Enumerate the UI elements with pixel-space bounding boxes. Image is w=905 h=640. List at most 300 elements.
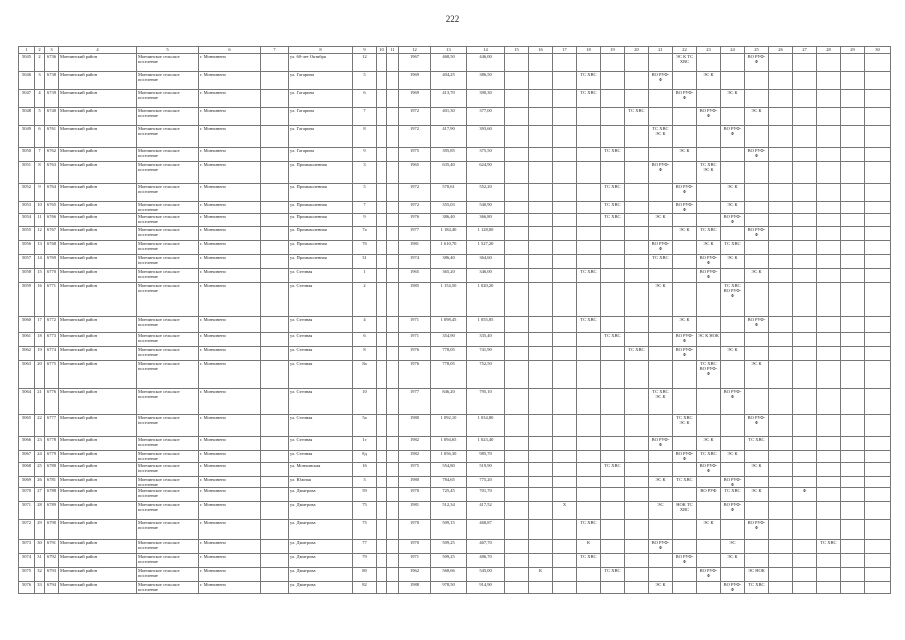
- table-cell: ТС ХВС: [817, 540, 841, 554]
- table-cell: 446,00: [467, 54, 505, 72]
- table-cell: Мончинское сельское поселение: [137, 389, 199, 415]
- table-cell: 5047: [19, 90, 35, 108]
- table-row: [19, 184, 891, 202]
- table-cell: г. Мончинено: [199, 502, 261, 520]
- table-cell: [529, 347, 553, 361]
- table-cell: ул. Степная: [289, 317, 353, 333]
- table-cell: [673, 389, 697, 415]
- table-cell: [529, 451, 553, 463]
- table-cell: 1 056,30: [431, 451, 467, 463]
- table-cell: [793, 72, 817, 90]
- table-cell: [697, 148, 721, 162]
- table-cell: [625, 540, 649, 554]
- table-cell: [505, 269, 529, 283]
- table-cell: ВО РУФ-Ф: [745, 317, 769, 333]
- table-cell: [377, 333, 387, 347]
- table-cell: [841, 126, 865, 148]
- table-cell: ВО РУФ-Ф: [673, 333, 697, 347]
- table-cell: [649, 463, 673, 477]
- table-cell: [817, 451, 841, 463]
- table-cell: [387, 126, 399, 148]
- table-cell: [505, 255, 529, 269]
- table-cell: [673, 108, 697, 126]
- table-cell: [793, 108, 817, 126]
- table-cell: [577, 126, 601, 148]
- table-cell: [793, 437, 817, 451]
- table-cell: [649, 269, 673, 283]
- table-cell: 8а: [353, 361, 377, 389]
- table-cell: [387, 317, 399, 333]
- table-cell: [769, 72, 793, 90]
- table-cell: [865, 463, 891, 477]
- table-cell: 6789: [45, 502, 59, 520]
- table-cell: [577, 108, 601, 126]
- table-row: [19, 488, 891, 502]
- table-cell: [505, 477, 529, 488]
- table-cell: [793, 347, 817, 361]
- table-cell: [261, 333, 289, 347]
- table-cell: Мончинский район: [59, 108, 137, 126]
- table-cell: [529, 202, 553, 214]
- table-cell: [865, 184, 891, 202]
- table-cell: [697, 554, 721, 568]
- table-cell: г. Мончинено: [199, 72, 261, 90]
- table-cell: Мончинское сельское поселение: [137, 554, 199, 568]
- table-cell: [625, 162, 649, 184]
- table-cell: [649, 554, 673, 568]
- table-cell: [817, 389, 841, 415]
- table-cell: [865, 540, 891, 554]
- table-cell: [577, 162, 601, 184]
- table-cell: [745, 347, 769, 361]
- table-cell: ВО РУФ-Ф: [697, 269, 721, 283]
- column-header: 26: [769, 47, 793, 54]
- table-cell: ЭС К: [649, 214, 673, 227]
- table-cell: 355,03: [431, 202, 467, 214]
- table-cell: [625, 90, 649, 108]
- table-cell: [505, 241, 529, 255]
- table-cell: [387, 437, 399, 451]
- table-cell: [505, 184, 529, 202]
- table-cell: [769, 214, 793, 227]
- table-row: [19, 90, 891, 108]
- table-cell: [601, 227, 625, 241]
- table-cell: ул. Дмитрова: [289, 582, 353, 594]
- table-cell: 5059: [19, 283, 35, 317]
- column-header: 1: [19, 47, 35, 54]
- table-cell: 5068: [19, 463, 35, 477]
- table-cell: 5: [35, 108, 45, 126]
- table-cell: [865, 361, 891, 389]
- table-cell: ВО РУФ-Ф: [649, 162, 673, 184]
- table-cell: [505, 502, 529, 520]
- table-cell: ТС ХВС ЭС К: [697, 162, 721, 184]
- table-cell: [529, 488, 553, 502]
- table-cell: [601, 415, 625, 437]
- table-cell: ЭС К НОК: [697, 333, 721, 347]
- table-cell: Мончинское сельское поселение: [137, 317, 199, 333]
- table-cell: [721, 568, 745, 582]
- table-cell: Мончинское сельское поселение: [137, 162, 199, 184]
- table-cell: г. Мончинено: [199, 333, 261, 347]
- table-cell: 5049: [19, 126, 35, 148]
- table-cell: 795,10: [467, 389, 505, 415]
- table-cell: [649, 148, 673, 162]
- table-cell: 6791: [45, 540, 59, 554]
- table-cell: [553, 333, 577, 347]
- table-cell: [529, 520, 553, 540]
- table-cell: [817, 463, 841, 477]
- table-cell: ЭС К: [721, 184, 745, 202]
- table-cell: 1981: [399, 241, 431, 255]
- table-row: [19, 283, 891, 317]
- table-cell: 509,15: [431, 520, 467, 540]
- table-cell: [649, 317, 673, 333]
- table-cell: [553, 463, 577, 477]
- table-cell: 3: [35, 72, 45, 90]
- table-cell: [505, 126, 529, 148]
- table-cell: ВО РУФ-Ф: [697, 108, 721, 126]
- table-cell: Мончинское сельское поселение: [137, 477, 199, 488]
- table-row: [19, 540, 891, 554]
- table-cell: [387, 477, 399, 488]
- table-cell: 5046: [19, 72, 35, 90]
- table-row: [19, 554, 891, 568]
- table-cell: [387, 241, 399, 255]
- table-cell: [553, 269, 577, 283]
- table-cell: 1967: [399, 54, 431, 72]
- table-cell: [387, 488, 399, 502]
- table-cell: Мончинский район: [59, 502, 137, 520]
- table-cell: [769, 202, 793, 214]
- column-header: 17: [553, 47, 577, 54]
- table-cell: Мончинский район: [59, 148, 137, 162]
- table-cell: [841, 214, 865, 227]
- table-cell: 554,80: [431, 463, 467, 477]
- table-cell: [553, 184, 577, 202]
- column-header: 24: [721, 47, 745, 54]
- table-cell: [865, 72, 891, 90]
- table-cell: [601, 72, 625, 90]
- table-cell: [817, 477, 841, 488]
- table-cell: [817, 317, 841, 333]
- table-cell: [553, 488, 577, 502]
- table-cell: 8: [353, 347, 377, 361]
- table-cell: Мончинское сельское поселение: [137, 437, 199, 451]
- table-cell: [817, 361, 841, 389]
- table-cell: ВО РУФ-Ф: [673, 554, 697, 568]
- table-cell: ул. Дмитрова: [289, 502, 353, 520]
- table-cell: Мончинский район: [59, 202, 137, 214]
- table-cell: [529, 283, 553, 317]
- table-cell: [505, 72, 529, 90]
- table-cell: [505, 582, 529, 594]
- table-cell: 6: [353, 90, 377, 108]
- column-header: 13: [431, 47, 467, 54]
- table-cell: [377, 148, 387, 162]
- table-cell: [865, 148, 891, 162]
- table-cell: 635,40: [431, 162, 467, 184]
- table-cell: [553, 317, 577, 333]
- table-cell: ВО РУФ: [697, 488, 721, 502]
- table-cell: [387, 90, 399, 108]
- table-cell: 24: [35, 451, 45, 463]
- table-cell: [697, 54, 721, 72]
- table-cell: г. Мончинено: [199, 227, 261, 241]
- table-cell: Мончинское сельское поселение: [137, 502, 199, 520]
- table-cell: 7: [35, 148, 45, 162]
- table-row: [19, 437, 891, 451]
- table-cell: ЭС К: [697, 520, 721, 540]
- table-cell: [793, 90, 817, 108]
- table-cell: [625, 554, 649, 568]
- table-cell: [387, 333, 399, 347]
- table-cell: [817, 148, 841, 162]
- table-cell: Мончинский район: [59, 568, 137, 582]
- table-cell: [377, 227, 387, 241]
- table-cell: [673, 540, 697, 554]
- table-cell: [745, 72, 769, 90]
- table-cell: [553, 347, 577, 361]
- table-cell: [577, 415, 601, 437]
- table-cell: [261, 269, 289, 283]
- table-cell: 1975: [399, 148, 431, 162]
- table-cell: г. Мончинено: [199, 554, 261, 568]
- table-cell: Мончинский район: [59, 126, 137, 148]
- table-cell: [745, 241, 769, 255]
- table-cell: ВО РУФ-Ф: [745, 415, 769, 437]
- table-cell: [505, 389, 529, 415]
- table-cell: ЭС К: [721, 554, 745, 568]
- table-cell: г. Мончинено: [199, 451, 261, 463]
- table-cell: 5063: [19, 361, 35, 389]
- table-cell: [745, 184, 769, 202]
- table-cell: [601, 54, 625, 72]
- table-cell: [841, 415, 865, 437]
- table-cell: 1981: [399, 502, 431, 520]
- table-cell: 1982: [399, 451, 431, 463]
- table-cell: ТС ХВС: [601, 202, 625, 214]
- table-cell: [649, 451, 673, 463]
- table-cell: Мончинское сельское поселение: [137, 520, 199, 540]
- table-cell: [673, 361, 697, 389]
- table-cell: 6780: [45, 463, 59, 477]
- table-cell: 725,45: [431, 488, 467, 502]
- table-cell: [387, 54, 399, 72]
- table-cell: ТС ХВС: [601, 184, 625, 202]
- table-cell: г. Мончинено: [199, 126, 261, 148]
- table-cell: 8: [35, 162, 45, 184]
- table-cell: [377, 202, 387, 214]
- column-header: 5: [137, 47, 199, 54]
- table-cell: г. Мончинено: [199, 415, 261, 437]
- table-cell: [529, 184, 553, 202]
- table-row: [19, 361, 891, 389]
- table-cell: 741,90: [467, 347, 505, 361]
- table-cell: 17: [35, 317, 45, 333]
- table-cell: 30: [35, 540, 45, 554]
- column-header: 21: [649, 47, 673, 54]
- table-cell: 1 092,10: [431, 415, 467, 437]
- column-header: 28: [817, 47, 841, 54]
- table-cell: Мончинское сельское поселение: [137, 568, 199, 582]
- table-cell: [769, 347, 793, 361]
- table-cell: 5076: [19, 582, 35, 594]
- table-cell: [553, 451, 577, 463]
- table-cell: 1 055,85: [467, 317, 505, 333]
- table-cell: ТС ХВС: [601, 463, 625, 477]
- table-cell: [697, 389, 721, 415]
- table-cell: [841, 162, 865, 184]
- table-cell: К: [577, 540, 601, 554]
- table-cell: 395,85: [431, 148, 467, 162]
- table-cell: 33: [35, 582, 45, 594]
- table-cell: 7б: [353, 241, 377, 255]
- table-cell: 752,50: [467, 361, 505, 389]
- table-cell: Мончинское сельское поселение: [137, 283, 199, 317]
- table-cell: [505, 54, 529, 72]
- table-cell: [625, 568, 649, 582]
- table-cell: ВО РУФ-Ф: [721, 502, 745, 520]
- table-cell: [377, 568, 387, 582]
- table-cell: 404,25: [431, 72, 467, 90]
- table-cell: 393,60: [467, 126, 505, 148]
- table-cell: 2: [353, 283, 377, 317]
- table-cell: [721, 162, 745, 184]
- table-cell: ЭС К: [649, 477, 673, 488]
- table-cell: [625, 520, 649, 540]
- table-row: [19, 582, 891, 594]
- table-cell: г. Мончинено: [199, 202, 261, 214]
- table-cell: [625, 227, 649, 241]
- table-cell: [553, 568, 577, 582]
- table-cell: Мончинский район: [59, 269, 137, 283]
- table-cell: Мончинский район: [59, 488, 137, 502]
- table-cell: ЭС К: [721, 90, 745, 108]
- table-row: [19, 463, 891, 477]
- table-cell: [387, 108, 399, 126]
- table-cell: [377, 437, 387, 451]
- table-cell: [529, 162, 553, 184]
- table-cell: [553, 361, 577, 389]
- table-cell: Мончинское сельское поселение: [137, 269, 199, 283]
- table-cell: 6776: [45, 389, 59, 415]
- table-cell: 1965: [399, 269, 431, 283]
- table-cell: [673, 488, 697, 502]
- table-cell: г. Мончинено: [199, 347, 261, 361]
- table-cell: [841, 317, 865, 333]
- table-cell: [673, 283, 697, 317]
- table-cell: 1969: [399, 90, 431, 108]
- table-cell: [649, 415, 673, 437]
- table-cell: 6769: [45, 255, 59, 269]
- table-cell: Мончинский район: [59, 361, 137, 389]
- table-cell: г. Мончинено: [199, 214, 261, 227]
- table-cell: [261, 451, 289, 463]
- table-cell: [261, 255, 289, 269]
- table-cell: [625, 72, 649, 90]
- table-row: [19, 451, 891, 463]
- table-cell: [673, 241, 697, 255]
- table-cell: [529, 148, 553, 162]
- table-cell: [377, 162, 387, 184]
- table-cell: [625, 317, 649, 333]
- table-cell: г. Мончинено: [199, 520, 261, 540]
- table-row: [19, 389, 891, 415]
- table-cell: [769, 520, 793, 540]
- table-cell: [377, 108, 387, 126]
- table-cell: [577, 202, 601, 214]
- table-cell: [377, 477, 387, 488]
- column-header: 25: [745, 47, 769, 54]
- table-cell: Мончинский район: [59, 317, 137, 333]
- table-cell: 5064: [19, 389, 35, 415]
- table-cell: г. Мончинено: [199, 463, 261, 477]
- table-cell: [377, 488, 387, 502]
- table-cell: 624,90: [467, 162, 505, 184]
- table-cell: [793, 184, 817, 202]
- table-cell: ТС ХВС: [577, 72, 601, 90]
- table-cell: Мончинский район: [59, 72, 137, 90]
- table-cell: 5060: [19, 317, 35, 333]
- table-cell: ТС ХВС: [577, 554, 601, 568]
- table-cell: [261, 582, 289, 594]
- table-cell: [553, 540, 577, 554]
- table-cell: ВО РУФ-Ф: [649, 72, 673, 90]
- table-cell: 568,66: [431, 568, 467, 582]
- table-cell: г. Мончинено: [199, 437, 261, 451]
- table-cell: [769, 162, 793, 184]
- table-cell: [505, 90, 529, 108]
- table-cell: [721, 437, 745, 451]
- table-cell: [505, 451, 529, 463]
- table-cell: [261, 477, 289, 488]
- table-cell: [841, 347, 865, 361]
- table-cell: 468,87: [467, 520, 505, 540]
- table-cell: [697, 214, 721, 227]
- table-cell: [577, 582, 601, 594]
- table-cell: [769, 227, 793, 241]
- table-cell: Мончинское сельское поселение: [137, 241, 199, 255]
- table-cell: [769, 317, 793, 333]
- table-cell: 8д: [353, 451, 377, 463]
- table-cell: ул. Дмитрова: [289, 568, 353, 582]
- table-cell: ВО РУФ-Ф: [649, 241, 673, 255]
- table-cell: [553, 108, 577, 126]
- table-cell: 27: [35, 488, 45, 502]
- table-cell: [577, 184, 601, 202]
- table-cell: 1 527,20: [467, 241, 505, 255]
- table-cell: г. Мончинено: [199, 162, 261, 184]
- table-cell: 18: [35, 333, 45, 347]
- table-cell: г. Мончинено: [199, 540, 261, 554]
- table-cell: [625, 214, 649, 227]
- table-row: [19, 108, 891, 126]
- table-cell: 5072: [19, 520, 35, 540]
- table-cell: [261, 214, 289, 227]
- table-cell: [625, 283, 649, 317]
- table-cell: Мончинское сельское поселение: [137, 202, 199, 214]
- table-cell: [745, 540, 769, 554]
- table-cell: [817, 202, 841, 214]
- table-cell: 1972: [399, 202, 431, 214]
- table-cell: 59: [353, 488, 377, 502]
- table-cell: 5051: [19, 162, 35, 184]
- table-cell: [649, 90, 673, 108]
- table-cell: [553, 520, 577, 540]
- table-cell: 1962: [399, 568, 431, 582]
- column-header: 23: [697, 47, 721, 54]
